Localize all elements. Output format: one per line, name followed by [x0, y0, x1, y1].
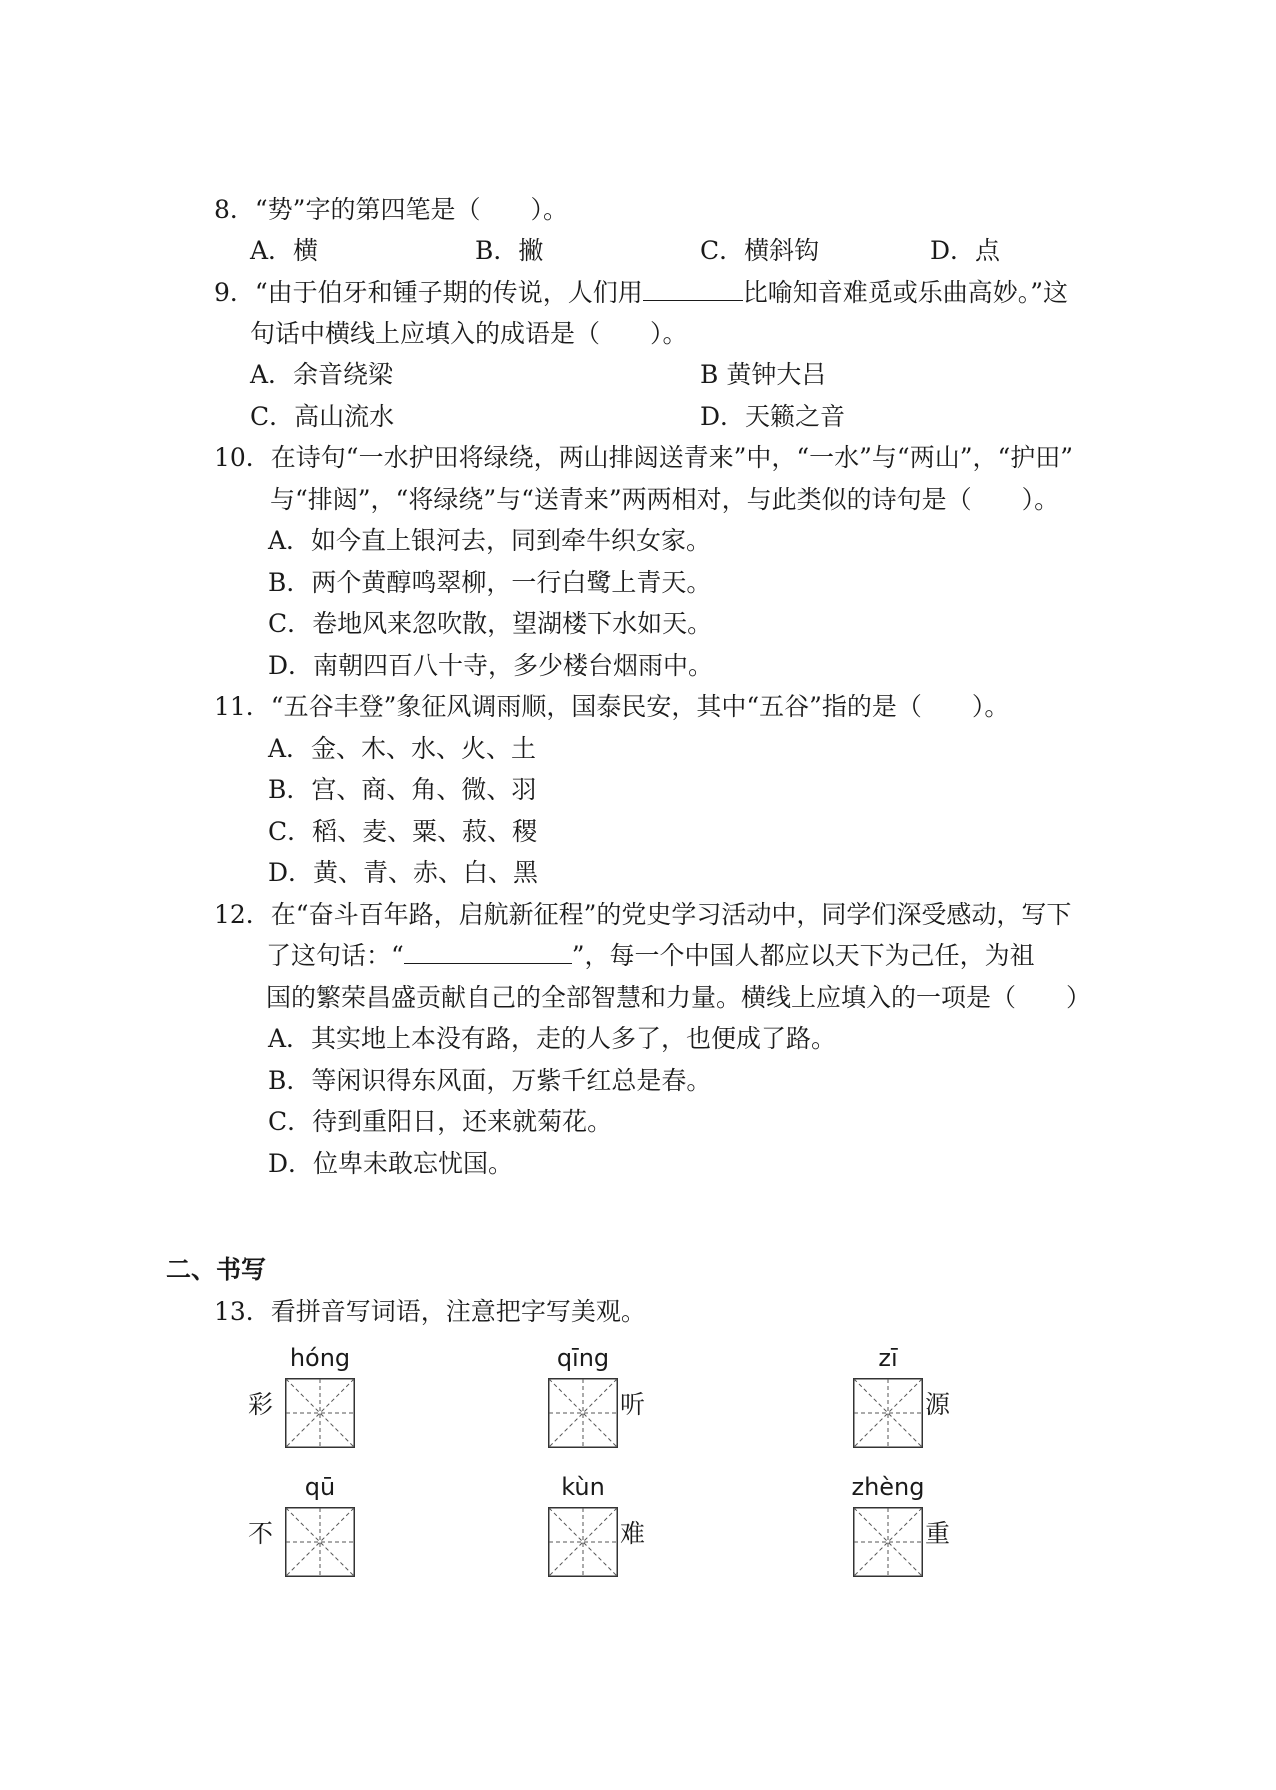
pinyin-label: kùn	[561, 1473, 605, 1501]
question-12-stem-line2	[266, 939, 1035, 973]
pinyin-label: zī	[878, 1344, 898, 1372]
tianzige-grid-lines	[853, 1378, 923, 1448]
question-9-answer-blank[interactable]	[643, 278, 743, 301]
question-12-stem-line1: 12．在“奋斗百年路，启航新征程”的党史学习活动中，同学们深受感动，写下	[214, 900, 1072, 929]
question-11-option-c[interactable]: C．稻、麦、粟、菽、稷	[268, 817, 538, 846]
writing-item-3	[843, 1343, 1103, 1483]
writing-item-5	[538, 1472, 798, 1612]
pinyin-label: qīng	[556, 1344, 610, 1372]
given-character: 难	[620, 1519, 646, 1548]
writing-item-1	[240, 1343, 500, 1483]
question-9-option-c[interactable]: C．高山流水	[250, 402, 395, 431]
question-9-stem-line1	[214, 276, 1068, 310]
question-11-stem: 11．“五谷丰登”象征风调雨顺，国泰民安，其中“五谷”指的是（ ）。	[214, 692, 1010, 721]
question-10-stem-line2: 与“排闼”，“将绿绕”与“送青来”两两相对，与此类似的诗句是（ ）。	[270, 485, 1060, 514]
writing-item-4	[240, 1472, 500, 1612]
question-9-option-d[interactable]: D．天籁之音	[700, 402, 846, 431]
tianzige-grid-lines	[285, 1507, 355, 1577]
section-2-heading: 二、书写	[166, 1255, 267, 1284]
tianzige-writing-box[interactable]	[285, 1507, 355, 1577]
writing-item-2	[538, 1343, 798, 1483]
given-character: 重	[925, 1519, 951, 1548]
tianzige-writing-box[interactable]	[548, 1378, 618, 1448]
question-9-option-b[interactable]: B 黄钟大吕	[700, 360, 827, 389]
question-12-stem-line3: 国的繁荣昌盛贡献自己的全部智慧和力量。横线上应填入的一项是（ ）	[266, 983, 1092, 1012]
question-11-option-d[interactable]: D．黄、青、赤、白、黑	[268, 858, 539, 887]
tianzige-grid-lines	[548, 1378, 618, 1448]
question-12-answer-blank[interactable]	[404, 941, 572, 964]
pinyin-label: zhèng	[851, 1473, 925, 1501]
question-8-option-d[interactable]: D．点	[930, 236, 1001, 265]
tianzige-writing-box[interactable]	[548, 1507, 618, 1577]
question-9-option-a[interactable]: A．余音绕梁	[250, 360, 394, 389]
question-11-option-b[interactable]: B．宫、商、角、微、羽	[268, 775, 537, 804]
tianzige-writing-box[interactable]	[853, 1507, 923, 1577]
question-8-option-b[interactable]: B．撇	[475, 236, 544, 265]
given-character: 不	[248, 1519, 274, 1548]
given-character: 听	[620, 1390, 646, 1419]
question-12-option-a[interactable]: A．其实地上本没有路，走的人多了，也便成了路。	[268, 1024, 837, 1053]
pinyin-label: qū	[304, 1473, 336, 1501]
given-character: 源	[925, 1390, 951, 1419]
question-13-stem: 13．看拼音写词语，注意把字写美观。	[214, 1297, 646, 1326]
tianzige-grid-lines	[548, 1507, 618, 1577]
question-12-option-d[interactable]: D．位卑未敢忘忧国。	[268, 1149, 514, 1178]
question-11-option-a[interactable]: A．金、木、水、火、土	[268, 734, 537, 763]
tianzige-writing-box[interactable]	[285, 1378, 355, 1448]
question-10-option-b[interactable]: B．两个黄醇鸣翠柳，一行白鹭上青天。	[268, 568, 712, 597]
question-9-stem-part1: 9．“由于伯牙和锺子期的传说，人们用	[214, 278, 643, 307]
tianzige-grid-lines	[285, 1378, 355, 1448]
question-9-stem-part2: 比喻知音难觅或乐曲高妙。”这	[742, 278, 1068, 307]
question-12-option-b[interactable]: B．等闲识得东风面，万紫千红总是春。	[268, 1066, 712, 1095]
pinyin-label: hóng	[289, 1344, 351, 1372]
question-12-stem-part2: ”，每一个中国人都应以天下为己任，为祖	[571, 941, 1035, 970]
tianzige-writing-box[interactable]	[853, 1378, 923, 1448]
question-10-option-d[interactable]: D．南朝四百八十寺，多少楼台烟雨中。	[268, 651, 714, 680]
question-10-option-a[interactable]: A．如今直上银河去，同到牵牛织女家。	[268, 526, 712, 555]
question-12-option-c[interactable]: C．待到重阳日，还来就菊花。	[268, 1107, 613, 1136]
question-8-stem: 8．“势”字的第四笔是（ ）。	[214, 195, 568, 224]
question-9-stem-line2: 句话中横线上应填入的成语是（ ）。	[250, 319, 688, 348]
question-8-option-c[interactable]: C．横斜钩	[700, 236, 820, 265]
tianzige-grid-lines	[853, 1507, 923, 1577]
given-character: 彩	[248, 1390, 274, 1419]
question-12-stem-part1: 了这句话：“	[266, 941, 404, 970]
question-8-option-a[interactable]: A．横	[250, 236, 319, 265]
question-10-option-c[interactable]: C．卷地风来忽吹散，望湖楼下水如天。	[268, 609, 713, 638]
question-10-stem-line1: 10．在诗句“一水护田将绿绕，两山排闼送青来”中，“一水”与“两山”，“护田”	[214, 443, 1074, 472]
writing-item-6	[843, 1472, 1103, 1612]
